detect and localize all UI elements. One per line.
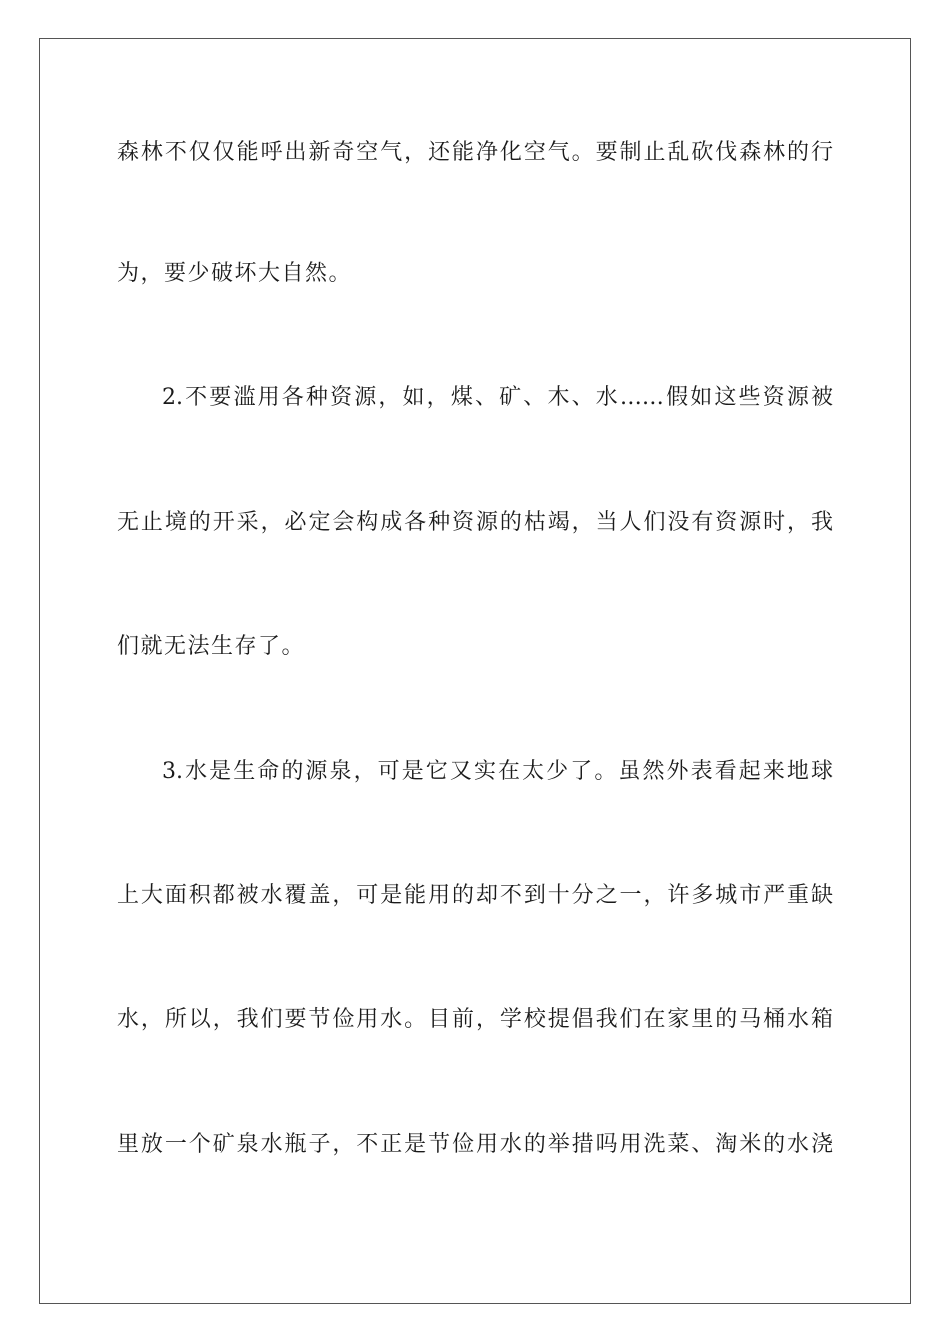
page-border — [39, 38, 911, 1304]
paragraph-2-line-3: 们就无法生存了。 — [117, 634, 306, 659]
paragraph-3-line-1: 3.水是生命的源泉，可是它又实在太少了。虽然外表看起来地球 — [162, 759, 833, 784]
paragraph-2-line-1: 2.不要滥用各种资源，如，煤、矿、木、水……假如这些资源被 — [162, 385, 833, 410]
paragraph-3-line-2: 上大面积都被水覆盖，可是能用的却不到十分之一，许多城市严重缺 — [117, 883, 833, 908]
paragraph-3-line-4: 里放一个矿泉水瓶子，不正是节俭用水的举措吗用洗菜、淘米的水浇 — [117, 1132, 833, 1157]
paragraph-2-line-2: 无止境的开采，必定会构成各种资源的枯竭，当人们没有资源时，我 — [117, 510, 833, 535]
paragraph-1-line-2: 为，要少破坏大自然。 — [117, 261, 353, 286]
paragraph-3-line-3: 水，所以，我们要节俭用水。目前，学校提倡我们在家里的马桶水箱 — [117, 1007, 833, 1032]
paragraph-1-line-1: 森林不仅仅能呼出新奇空气，还能净化空气。要制止乱砍伐森林的行 — [117, 140, 833, 165]
